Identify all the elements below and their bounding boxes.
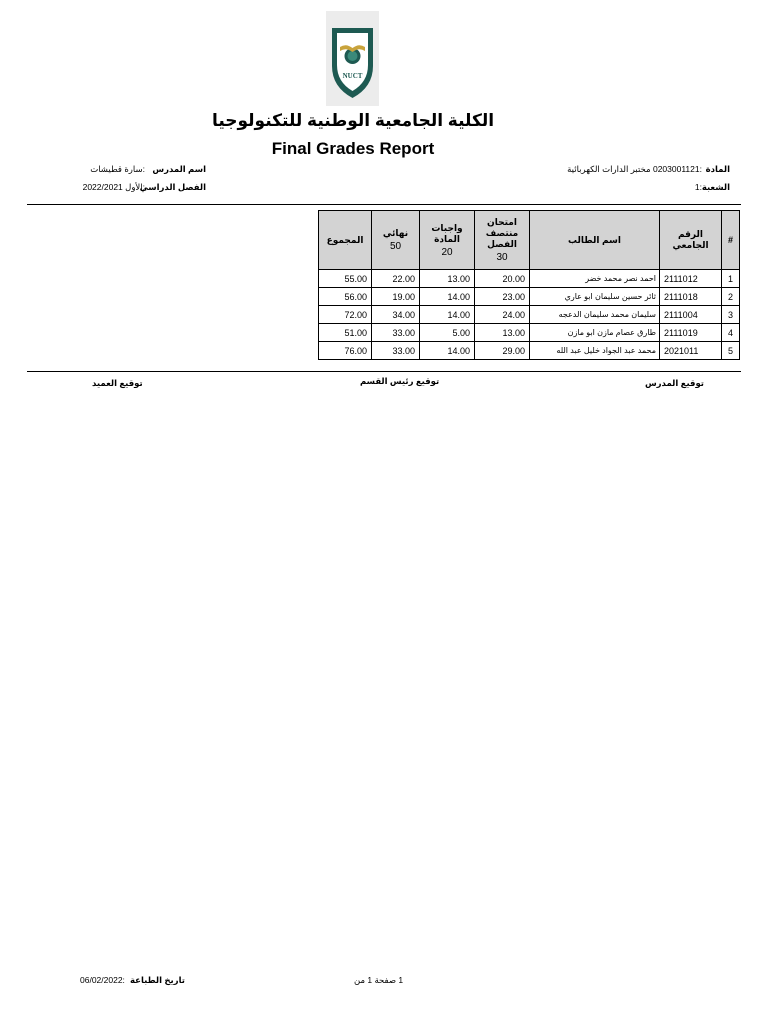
dean-signature-label: توقيع العميد (92, 378, 143, 388)
row-total: 55.00 (319, 270, 372, 288)
teacher-value: :سارة قطيشات (90, 164, 145, 174)
section-label: الشعبة (701, 182, 730, 192)
row-final: 34.00 (372, 306, 420, 324)
header-homework-label: واجبات المادة (431, 222, 463, 244)
table-row (319, 288, 740, 306)
row-student-id: 2111004 (660, 306, 722, 324)
table-row (319, 342, 740, 360)
shield-logo-icon (326, 11, 379, 106)
row-total: 72.00 (319, 306, 372, 324)
row-student-name: محمد عبد الجواد خليل عبد الله (530, 342, 660, 360)
semester-label: الفصل الدراسي (139, 182, 206, 192)
row-student-name: ثائر حسين سليمان ابو عاري (530, 288, 660, 306)
row-final: 33.00 (372, 342, 420, 360)
row-student-id: 2111019 (660, 324, 722, 342)
report-title: Final Grades Report (271, 139, 435, 158)
header-midterm (475, 211, 530, 270)
row-student-id: 2111012 (660, 270, 722, 288)
row-student-id: 2021011 (660, 342, 722, 360)
header-homework-max: 20 (441, 246, 453, 258)
page-info: 1 صفحة 1 من (354, 975, 404, 985)
row-homework: 5.00 (420, 324, 475, 342)
row-student-name: طارق عصام مازن ابو مازن (530, 324, 660, 342)
row-midterm: 13.00 (475, 324, 530, 342)
header-student-id: الرقم الجامعي (660, 211, 722, 270)
institution-name: الكلية الجامعية الوطنية للتكنولوجيا (211, 111, 495, 130)
header-midterm-max: 30 (496, 252, 508, 263)
teacher-label: اسم المدرس (152, 164, 206, 174)
subject-label: المادة (705, 164, 730, 174)
row-student-name: احمد نصر محمد خضر (530, 270, 660, 288)
semester-value: :الأول 2022/2021 (82, 182, 145, 192)
row-final: 33.00 (372, 324, 420, 342)
bottom-divider (27, 371, 741, 372)
table-row (319, 324, 740, 342)
svg-text:NUCT: NUCT (342, 72, 363, 80)
row-homework: 13.00 (420, 270, 475, 288)
section-value: :1 (694, 182, 702, 192)
header-homework (420, 211, 475, 270)
header-midterm-label: امتحان منتصف الفصل (485, 217, 519, 249)
row-midterm: 24.00 (475, 306, 530, 324)
row-midterm: 20.00 (475, 270, 530, 288)
subject-value: :0203001121 مختبر الدارات الكهربائية (567, 164, 702, 174)
top-divider (27, 204, 741, 205)
row-homework: 14.00 (420, 342, 475, 360)
header-total: المجموع (319, 211, 372, 270)
table-row (319, 306, 740, 324)
row-final: 22.00 (372, 270, 420, 288)
row-index: 1 (722, 270, 740, 288)
print-date-label: تاريخ الطباعة (130, 975, 185, 985)
row-homework: 14.00 (420, 306, 475, 324)
header-final-max: 50 (389, 241, 402, 252)
row-homework: 14.00 (420, 288, 475, 306)
header-final (372, 211, 420, 270)
print-date-value: :06/02/2022 (80, 975, 125, 985)
row-total: 56.00 (319, 288, 372, 306)
header-student-name: اسم الطالب (530, 211, 660, 270)
teacher-signature-label: توقيع المدرس (644, 378, 704, 388)
row-index: 2 (722, 288, 740, 306)
row-midterm: 23.00 (475, 288, 530, 306)
row-index: 5 (722, 342, 740, 360)
row-total: 51.00 (319, 324, 372, 342)
row-final: 19.00 (372, 288, 420, 306)
table-row (319, 270, 740, 288)
row-index: 4 (722, 324, 740, 342)
row-index: 3 (722, 306, 740, 324)
row-student-id: 2111018 (660, 288, 722, 306)
row-midterm: 29.00 (475, 342, 530, 360)
header-index: # (722, 211, 740, 270)
row-total: 76.00 (319, 342, 372, 360)
grades-table (318, 210, 740, 360)
table-header-row (319, 211, 740, 270)
header-final-label: نهائي (382, 228, 409, 238)
row-student-name: سليمان محمد سليمان الدعجه (530, 306, 660, 324)
college-logo (326, 11, 379, 106)
department-head-signature-label: توقيع رئيس القسم (360, 376, 440, 386)
